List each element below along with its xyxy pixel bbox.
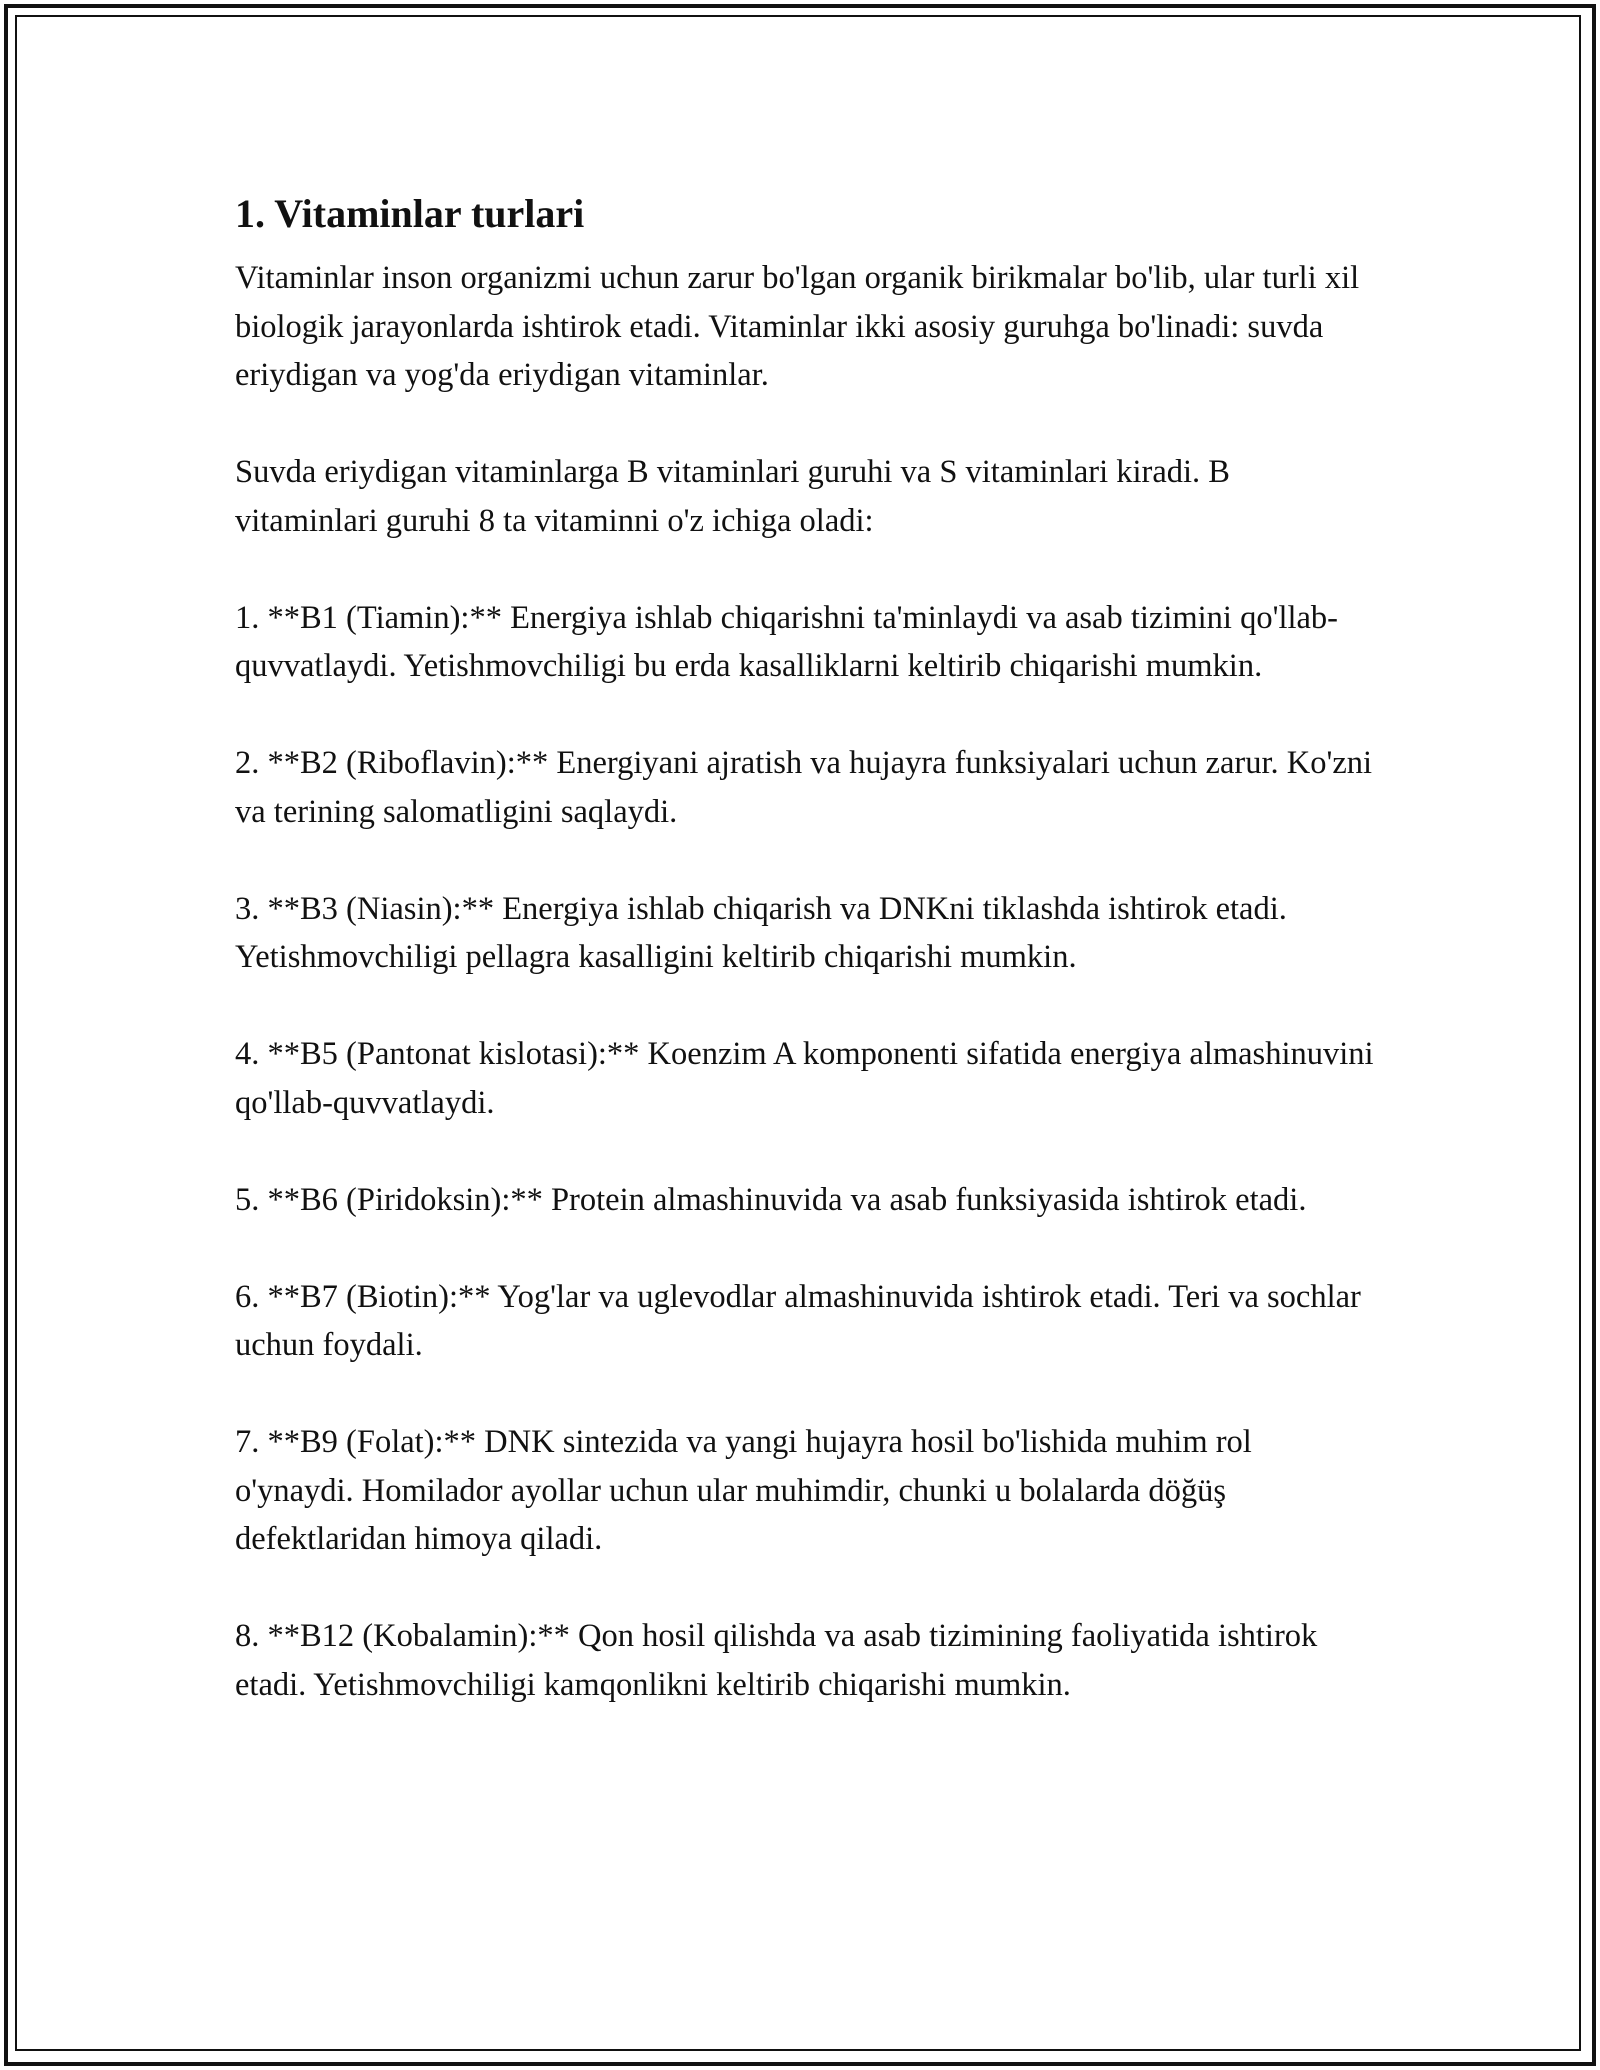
vitamin-list-item-b3: 3. **B3 (Niasin):** Energiya ishlab chiqarish va DNKni tiklashda ishtirok etadi. Yetishmovchiligi pellagra kasalligini keltirib chiqarishi mumkin. bbox=[235, 890, 1287, 975]
vitamin-list-item-b12: 8. **B12 (Kobalamin):** Qon hosil qilishda va asab tizimining faoliyatida ishtirok etadi. Yetishmovchiligi kamqonlikni keltirib chiqarishi mumkin. bbox=[235, 1618, 1318, 1703]
document-body bbox=[235, 188, 1375, 1709]
vitamin-list-item-b7: 6. **B7 (Biotin):** Yog'lar va uglevodlar almashinuvida ishtirok etadi. Teri va sochlar uchun foydali. bbox=[235, 1278, 1361, 1363]
vitamin-list-item-b9: 7. **B9 (Folat):** DNK sintezida va yangi hujayra hosil bo'lishida muhim rol o'ynaydi. Homilador ayollar uchun ular muhimdir, chunki u bolalarda döğüş defektlaridan himoya qiladi. bbox=[235, 1424, 1252, 1557]
vitamin-list-item-b2: 2. **B2 (Riboflavin):** Energiyani ajratish va hujayra funksiyalari uchun zarur. Ko'zni va terining salomatligini saqlaydi. bbox=[235, 745, 1373, 830]
intro-paragraph: Suvda eriydigan vitaminlarga B vitaminlari guruhi va S vitaminlari kiradi. B vitaminlari guruhi 8 ta vitaminni o'z ichiga oladi: bbox=[235, 454, 1230, 539]
vitamin-list-item-b1: 1. **B1 (Tiamin):** Energiya ishlab chiqarishni ta'minlaydi va asab tizimini qo'llab-quvvatlaydi. Yetishmovchiligi bu erda kasalliklarni keltirib chiqarishi mumkin. bbox=[235, 599, 1339, 684]
intro-paragraph: Vitaminlar inson organizmi uchun zarur bo'lgan organik birikmalar bo'lib, ular turli xil biologik jarayonlarda ishtirok etadi. Vitaminlar ikki asosiy guruhga bo'linadi: suvda eriydigan va yog'da eriydigan vitaminlar. bbox=[235, 260, 1360, 393]
section-title: 1. Vitaminlar turlari bbox=[235, 191, 585, 236]
vitamin-list-item-b5: 4. **B5 (Pantonat kislotasi):** Koenzim A komponenti sifatida energiya almashinuvini qo'llab-quvvatlaydi. bbox=[235, 1036, 1374, 1121]
vitamin-list-item-b6: 5. **B6 (Piridoksin):** Protein almashinuvida va asab funksiyasida ishtirok etadi. bbox=[235, 1181, 1307, 1218]
